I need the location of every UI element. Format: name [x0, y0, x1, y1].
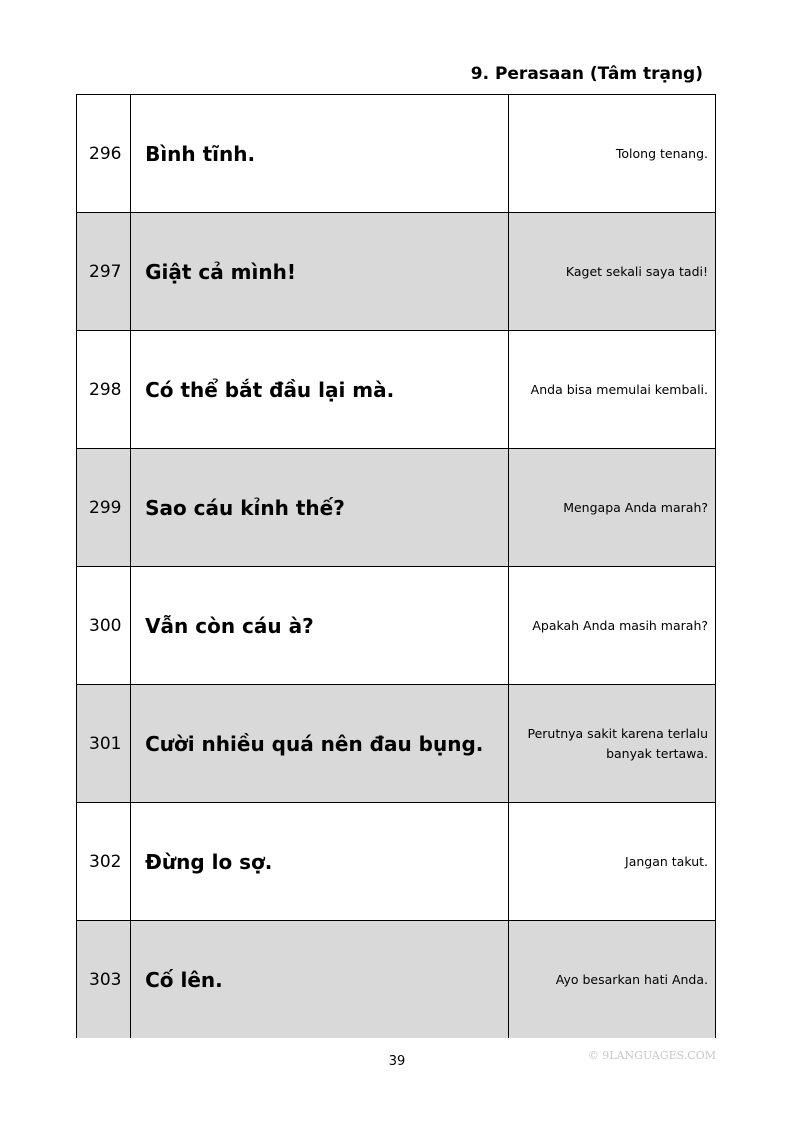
watermark: © 9LANGUAGES.COM — [587, 1049, 716, 1062]
table-row — [77, 331, 716, 449]
vietnamese-phrase: Bình tĩnh. — [131, 95, 509, 213]
phrase-number: 298 — [77, 331, 131, 449]
phrase-number: 296 — [77, 95, 131, 213]
phrase-number: 299 — [77, 449, 131, 567]
phrase-number: 300 — [77, 567, 131, 685]
phrase-table — [76, 94, 716, 1038]
table-row — [77, 449, 716, 567]
indonesian-translation: Kaget sekali saya tadi! — [508, 213, 715, 331]
page-number: 39 — [388, 1054, 406, 1069]
table-row — [77, 803, 716, 921]
indonesian-translation: Anda bisa memulai kembali. — [508, 331, 715, 449]
table-row — [77, 685, 716, 803]
indonesian-translation: Tolong tenang. — [508, 95, 715, 213]
vietnamese-phrase: Vẫn còn cáu à? — [131, 567, 509, 685]
phrase-number: 302 — [77, 803, 131, 921]
table-row — [77, 567, 716, 685]
table-row — [77, 921, 716, 1039]
indonesian-translation: Mengapa Anda marah? — [508, 449, 715, 567]
vietnamese-phrase: Cố lên. — [131, 921, 509, 1039]
vietnamese-phrase: Giật cả mình! — [131, 213, 509, 331]
vietnamese-phrase: Cười nhiều quá nên đau bụng. — [131, 685, 509, 803]
table-row — [77, 213, 716, 331]
table-row — [77, 95, 716, 213]
phrase-number: 297 — [77, 213, 131, 331]
phrase-number: 301 — [77, 685, 131, 803]
indonesian-translation: Ayo besarkan hati Anda. — [508, 921, 715, 1039]
phrase-number: 303 — [77, 921, 131, 1039]
vietnamese-phrase: Sao cáu kỉnh thế? — [131, 449, 509, 567]
indonesian-translation: Apakah Anda masih marah? — [508, 567, 715, 685]
section-title: 9. Perasaan (Tâm trạng) — [470, 64, 703, 84]
indonesian-translation: Perutnya sakit karena terlalu banyak tertawa. — [508, 685, 715, 803]
vietnamese-phrase: Có thể bắt đầu lại mà. — [131, 331, 509, 449]
indonesian-translation: Jangan takut. — [508, 803, 715, 921]
vietnamese-phrase: Đừng lo sợ. — [131, 803, 509, 921]
